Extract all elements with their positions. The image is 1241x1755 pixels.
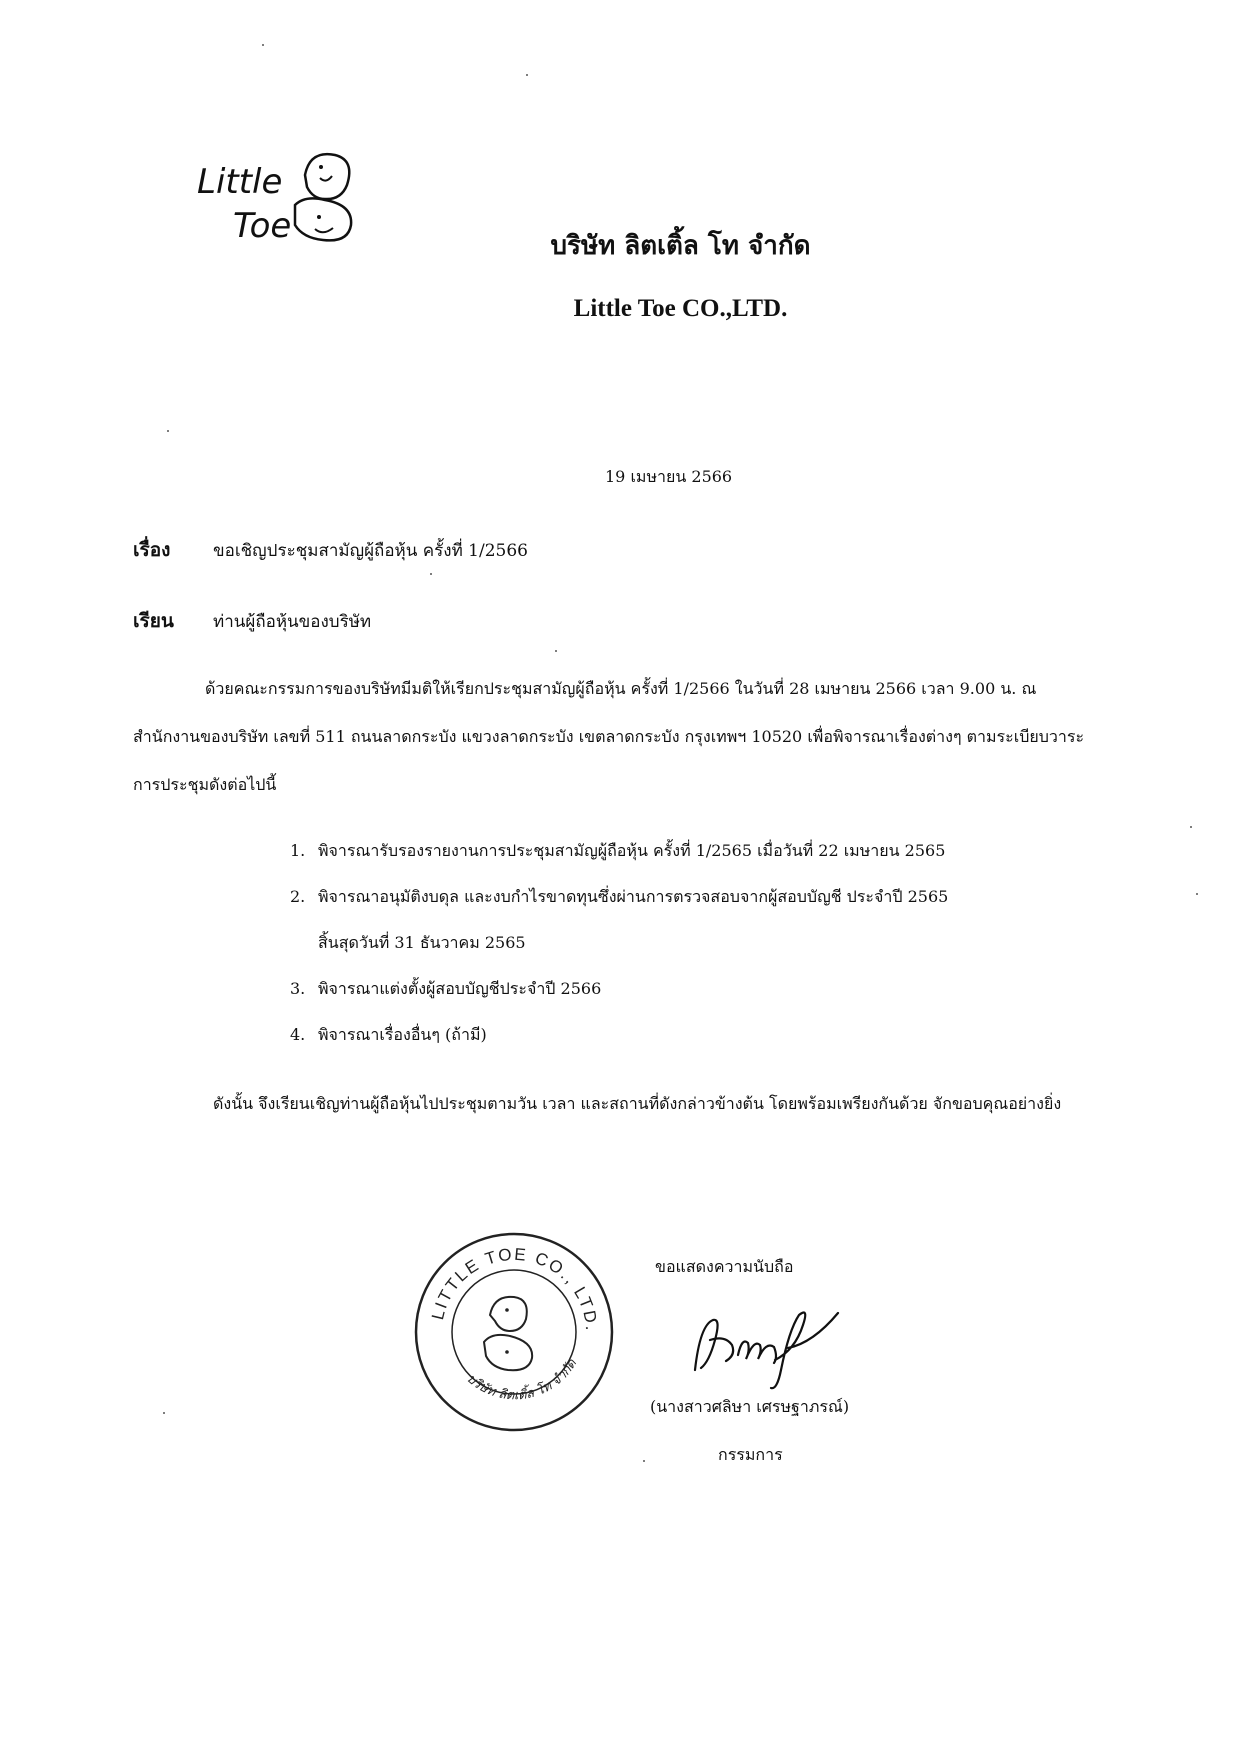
agenda-item bbox=[290, 874, 948, 920]
agenda-number: 3. bbox=[290, 979, 306, 998]
scan-speck bbox=[1190, 826, 1192, 828]
scan-speck bbox=[262, 44, 264, 46]
handwritten-signature bbox=[680, 1300, 860, 1390]
scan-speck bbox=[526, 74, 528, 76]
subject-label: เรื่อง bbox=[133, 539, 171, 561]
signer-name: (นางสาวศลิษา เศรษฐาภรณ์) bbox=[650, 1397, 850, 1416]
agenda-number: 2. bbox=[290, 887, 306, 906]
scan-speck bbox=[1196, 893, 1198, 895]
signer-title: กรรมการ bbox=[718, 1445, 783, 1464]
svg-text:Toe: Toe bbox=[233, 206, 292, 246]
agenda-item bbox=[290, 828, 948, 874]
agenda-text: สิ้นสุดวันที่ 31 ธันวาคม 2565 bbox=[318, 933, 526, 952]
scan-speck bbox=[163, 1412, 165, 1414]
letter-date: 19 เมษายน 2566 bbox=[605, 467, 733, 486]
conclusion-text: ดังนั้น จึงเรียนเชิญท่านผู้ถือหุ้นไปประชุมตามวัน เวลา และสถานที่ดังกล่าวข้างต้น โดยพร้อมเพรียงกันด้วย จักขอบคุณอย่างยิ่ง bbox=[213, 1094, 1062, 1113]
recipient-line bbox=[133, 606, 371, 636]
agenda-text: พิจารณาเรื่องอื่นๆ (ถ้ามี) bbox=[318, 1025, 487, 1044]
svg-text:Little: Little bbox=[197, 162, 283, 202]
agenda-item bbox=[290, 1012, 948, 1058]
company-seal-stamp-icon bbox=[412, 1230, 617, 1435]
svg-text:LITTLE TOE CO., LTD.: LITTLE TOE CO., LTD. bbox=[428, 1244, 602, 1333]
company-name-thai: บริษัท ลิตเติ้ล โท จำกัด bbox=[550, 231, 811, 261]
scan-speck bbox=[643, 1460, 645, 1462]
recipient-label: เรียน bbox=[133, 610, 174, 632]
closing-salutation: ขอแสดงความนับถือ bbox=[655, 1257, 794, 1276]
agenda-text: พิจารณารับรองรายงานการประชุมสามัญผู้ถือหุ้น ครั้งที่ 1/2565 เมื่อวันที่ 22 เมษายน 2565 bbox=[318, 841, 946, 860]
agenda-text: พิจารณาอนุมัติงบดุล และงบกำไรขาดทุนซึ่งผ่านการตรวจสอบจากผู้สอบบัญชี ประจำปี 2565 bbox=[318, 887, 949, 906]
signature-icon bbox=[680, 1300, 860, 1390]
scan-speck bbox=[167, 430, 169, 432]
agenda-number: 4. bbox=[290, 1025, 306, 1044]
subject-text: ขอเชิญประชุมสามัญผู้ถือหุ้น ครั้งที่ 1/2566 bbox=[213, 541, 528, 561]
agenda-list bbox=[290, 828, 948, 1058]
scan-speck bbox=[555, 650, 557, 652]
agenda-number: 1. bbox=[290, 841, 306, 860]
company-seal bbox=[412, 1230, 617, 1435]
conclusion-paragraph bbox=[133, 1080, 1093, 1128]
agenda-text: พิจารณาแต่งตั้งผู้สอบบัญชีประจำปี 2566 bbox=[318, 979, 602, 998]
svg-text:บริษัท ลิตเติ้ล โท จำกัด: บริษัท ลิตเติ้ล โท จำกัด bbox=[463, 1356, 580, 1404]
intro-text: ด้วยคณะกรรมการของบริษัทมีมติให้เรียกประชุมสามัญผู้ถือหุ้น ครั้งที่ 1/2566 ในวันที่ 28 เมษายน 2566 เวลา 9.00 น. ณ สำนักงานของบริษัท เลขที่ 511 ถนนลาดกระบัง แขวงลาดกระบัง เขตลาดกระบัง กรุงเทพฯ 10520 เพื่อพิจารณาเรื่องต่างๆ ตามระเบียบวาระการประชุมดังต่อไปนี้ bbox=[133, 679, 1085, 794]
recipient-text: ท่านผู้ถือหุ้นของบริษัท bbox=[213, 612, 372, 632]
subject-line bbox=[133, 535, 528, 565]
intro-paragraph bbox=[133, 665, 1093, 809]
company-name-english: Little Toe CO.,LTD. bbox=[573, 295, 788, 322]
agenda-item-continuation bbox=[290, 920, 948, 966]
scan-speck bbox=[430, 573, 432, 575]
agenda-item bbox=[290, 966, 948, 1012]
